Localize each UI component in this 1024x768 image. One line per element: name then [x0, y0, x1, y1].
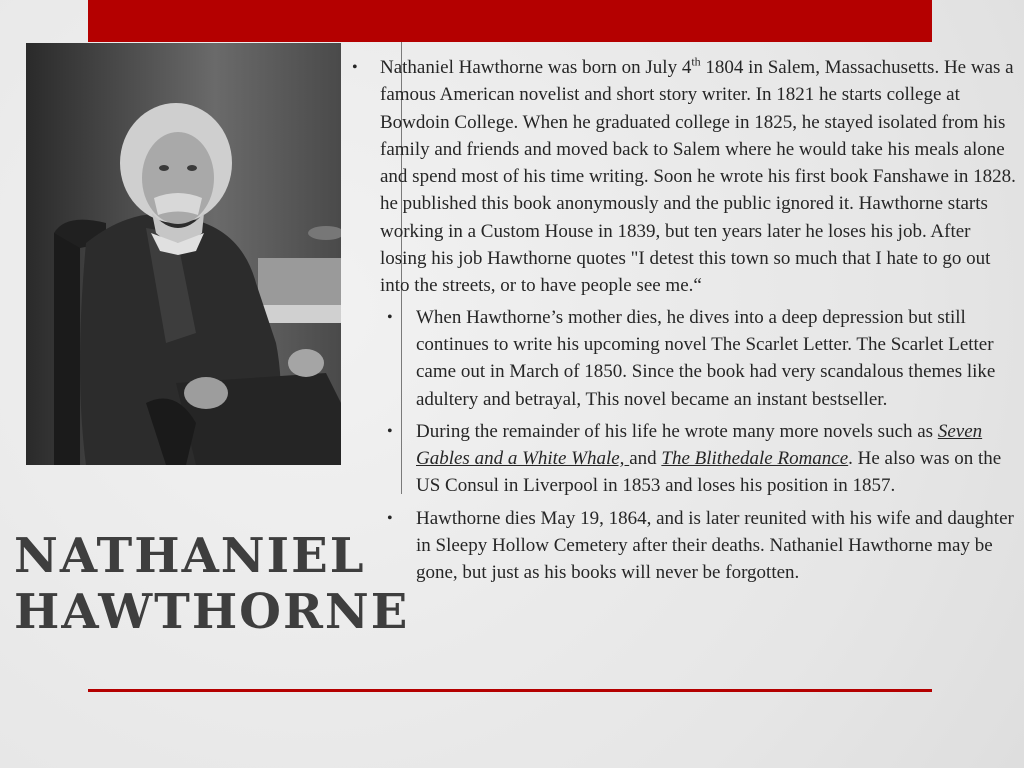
bullet-text: Hawthorne dies May 19, 1864, and is later reunited with his wife and daughter in Sleepy Hollow Cemetery after their deaths. Nathaniel Hawthorne may be gone, but just as his books will never be forgotten.	[416, 507, 1014, 584]
bullet-dot: •	[387, 308, 393, 326]
slide-content	[352, 54, 1016, 592]
portrait-photo-icon	[26, 43, 341, 465]
novel-link-blithedale-romance[interactable]: The Blithedale Romance	[661, 448, 849, 470]
bullet-text: When Hawthorne’s mother dies, he dives into a deep depression but still continues to write his upcoming novel The Scarlet Letter. The Scarlet Letter came out in March of 1850. Since the book had very scandalous themes like adultery and betrayal, This novel became an instant bestseller.	[416, 306, 996, 410]
portrait-photo	[26, 43, 341, 465]
bullet-later-novels	[352, 418, 1016, 500]
bullet-dot: •	[387, 422, 393, 440]
bullet-text-part: 1804 in Salem, Massachusetts. He was a famous American novelist and short story writer. In 1821 he starts college at Bowdoin College. When he graduated college in 1825, he stayed isolated from his family and friends and moved back to Salem where he would take his meals alone and spend most of his time writing. Soon he wrote his first book Fanshawe in 1828. he published this book anonymously and the public ignored it. Hawthorne starts working in a Custom House in 1839, but ten years later he loses his job. After losing his job Hawthorne quotes "I detest this town so much that I hate to go out into the streets, or to have people see me.“	[380, 57, 1016, 297]
bullet-text-part: During the remainder of his life he wrote many more novels such as	[416, 420, 938, 442]
bottom-accent-line	[88, 689, 932, 692]
top-accent-bar	[88, 0, 932, 42]
bullet-text-part: Nathaniel Hawthorne was born on July 4	[380, 57, 692, 78]
bullet-dot: •	[387, 509, 393, 527]
bullet-dot: •	[352, 59, 358, 76]
slide-title	[14, 528, 409, 640]
bullet-scarlet-letter	[352, 304, 1016, 413]
bullet-death	[352, 505, 1016, 587]
bullet-birth-and-early-life	[352, 54, 1016, 300]
title-line-2: HAWTHORNE	[14, 584, 410, 640]
ordinal-superscript: th	[691, 54, 701, 69]
bullet-text-part: . He also was on the US Consul in Liverpool in 1853 and loses his position in 1857.	[416, 448, 1002, 497]
bullet-text-part: and	[629, 448, 662, 470]
bullet-text	[416, 418, 1016, 500]
title-line-1: NATHANIEL	[14, 528, 366, 584]
novel-link-seven-gables[interactable]: Seven Gables and a White Whale,	[416, 420, 983, 470]
bullet-text	[380, 54, 1016, 300]
